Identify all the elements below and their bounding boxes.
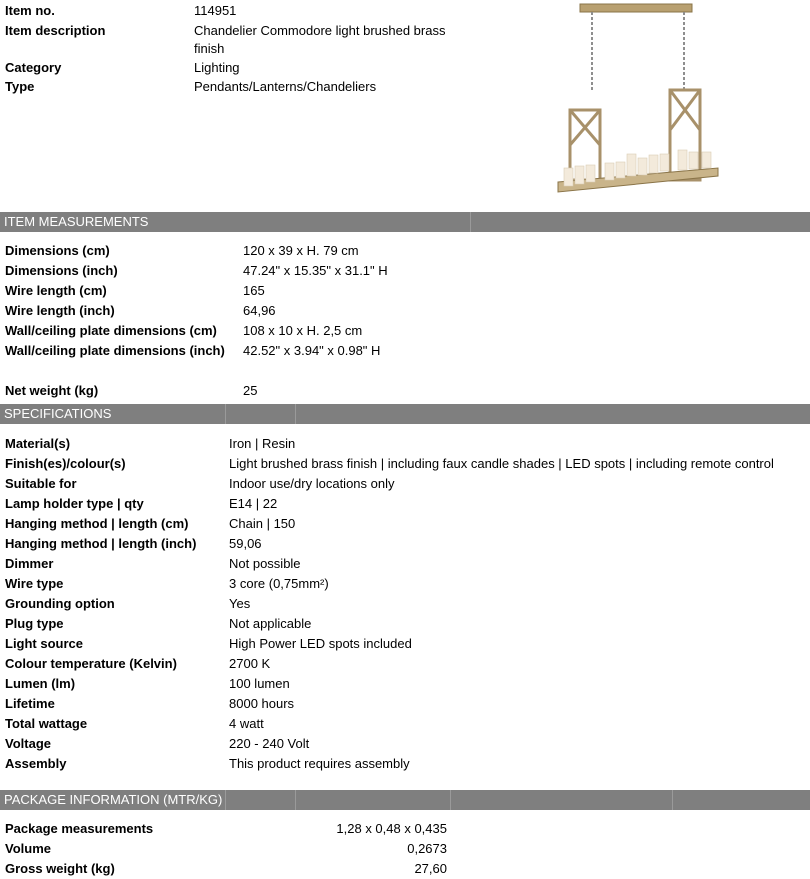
- row-label: Wire type: [5, 576, 64, 591]
- category-label: Category: [5, 60, 62, 75]
- row-value: 108 x 10 x H. 2,5 cm: [243, 323, 363, 338]
- row-label: Total wattage: [5, 716, 88, 731]
- row-label: Grounding option: [5, 596, 115, 611]
- row-value: Not applicable: [229, 616, 312, 631]
- table-row: [5, 321, 810, 341]
- table-row: [5, 754, 810, 774]
- row-label: Dimensions (inch): [5, 263, 118, 278]
- item-no-value: 114951: [194, 3, 237, 18]
- item-no-label: Item no.: [5, 3, 55, 18]
- table-row: [5, 654, 810, 674]
- row-value: 100 lumen: [229, 676, 290, 691]
- row-label: Hanging method | length (cm): [5, 516, 189, 531]
- table-row: [5, 734, 810, 754]
- row-value: Chain | 150: [229, 516, 296, 531]
- table-row: [5, 554, 810, 574]
- table-row: [5, 474, 810, 494]
- row-label: Lifetime: [5, 696, 55, 711]
- row-label: Wire length (inch): [5, 303, 115, 318]
- row-value: 4 watt: [229, 716, 264, 731]
- row-value: 8000 hours: [229, 696, 295, 711]
- row-value: 1,28 x 0,48 x 0,435: [336, 821, 447, 836]
- table-row: [5, 859, 810, 879]
- row-value: 0,2673: [407, 841, 447, 856]
- row-label: Lamp holder type | qty: [5, 496, 144, 511]
- category-value: Lighting: [194, 60, 240, 75]
- item-description-label: Item description: [5, 23, 106, 38]
- row-value: 2700 K: [229, 656, 271, 671]
- table-row: [5, 819, 810, 839]
- net-weight-label: Net weight (kg): [5, 383, 99, 398]
- table-row: [5, 261, 810, 281]
- row-label: Hanging method | length (inch): [5, 536, 197, 551]
- row-value: 120 x 39 x H. 79 cm: [243, 243, 359, 258]
- row-value: Indoor use/dry locations only: [229, 476, 395, 491]
- table-row: [5, 301, 810, 321]
- table-row: [5, 534, 810, 554]
- type-label: Type: [5, 79, 35, 94]
- row-label: Voltage: [5, 736, 51, 751]
- row-label: Dimmer: [5, 556, 54, 571]
- table-row: [5, 574, 810, 594]
- item-description-value-cont: finish: [194, 41, 225, 56]
- product-image: [550, 0, 720, 200]
- table-row: [5, 674, 810, 694]
- table-row: [5, 634, 810, 654]
- table-row: [5, 594, 810, 614]
- row-value: E14 | 22: [229, 496, 278, 511]
- net-weight-value: 25: [243, 383, 258, 398]
- table-row: [5, 694, 810, 714]
- specifications-section-title: SPECIFICATIONS: [4, 406, 112, 421]
- row-value: 3 core (0,75mm²): [229, 576, 329, 591]
- ceiling-plate: [580, 4, 692, 12]
- row-value: 64,96: [243, 303, 276, 318]
- row-value: High Power LED spots included: [229, 636, 412, 651]
- row-label: Gross weight (kg): [5, 861, 115, 876]
- row-value: 59,06: [229, 536, 262, 551]
- table-row: [5, 281, 810, 301]
- item-description-value: Chandelier Commodore light brushed brass: [194, 23, 446, 38]
- row-label: Dimensions (cm): [5, 243, 110, 258]
- table-row: [5, 514, 810, 534]
- row-label: Light source: [5, 636, 84, 651]
- row-value: 27,60: [414, 861, 447, 876]
- row-label: Assembly: [5, 756, 67, 771]
- row-label: Volume: [5, 841, 51, 856]
- row-value: 220 - 240 Volt: [229, 736, 310, 751]
- table-row: [5, 341, 810, 361]
- table-row: [5, 714, 810, 734]
- row-value: Not possible: [229, 556, 301, 571]
- row-value: Yes: [229, 596, 251, 611]
- row-value: 165: [243, 283, 265, 298]
- row-value: This product requires assembly: [229, 756, 410, 771]
- measurements-section-bar: [0, 212, 810, 232]
- table-row: [5, 494, 810, 514]
- row-label: Wall/ceiling plate dimensions (cm): [5, 323, 217, 338]
- row-label: Wall/ceiling plate dimensions (inch): [5, 343, 225, 358]
- row-label: Wire length (cm): [5, 283, 107, 298]
- row-label: Package measurements: [5, 821, 154, 836]
- table-row: [5, 454, 810, 474]
- type-value: Pendants/Lanterns/Chandeliers: [194, 79, 377, 94]
- row-label: Suitable for: [5, 476, 77, 491]
- row-label: Colour temperature (Kelvin): [5, 656, 177, 671]
- row-value: Light brushed brass finish | including faux candle shades | LED spots | including remote control: [229, 456, 774, 471]
- row-value: Iron | Resin: [229, 436, 296, 451]
- row-value: 42.52" x 3.94" x 0.98" H: [243, 343, 381, 358]
- package-section-title: PACKAGE INFORMATION (MTR/KG): [4, 792, 223, 807]
- row-value: 47.24" x 15.35" x 31.1" H: [243, 263, 388, 278]
- table-row: [5, 839, 810, 859]
- row-label: Lumen (lm): [5, 676, 76, 691]
- table-row: [5, 434, 810, 454]
- row-label: Finish(es)/colour(s): [5, 456, 126, 471]
- package-section-bar: [0, 790, 810, 810]
- row-label: Plug type: [5, 616, 64, 631]
- frame-left: [570, 110, 600, 180]
- table-row: [5, 241, 810, 261]
- row-label: Material(s): [5, 436, 71, 451]
- measurements-section-title: ITEM MEASUREMENTS: [4, 214, 149, 229]
- table-row: [5, 614, 810, 634]
- specifications-section-bar: [0, 404, 810, 424]
